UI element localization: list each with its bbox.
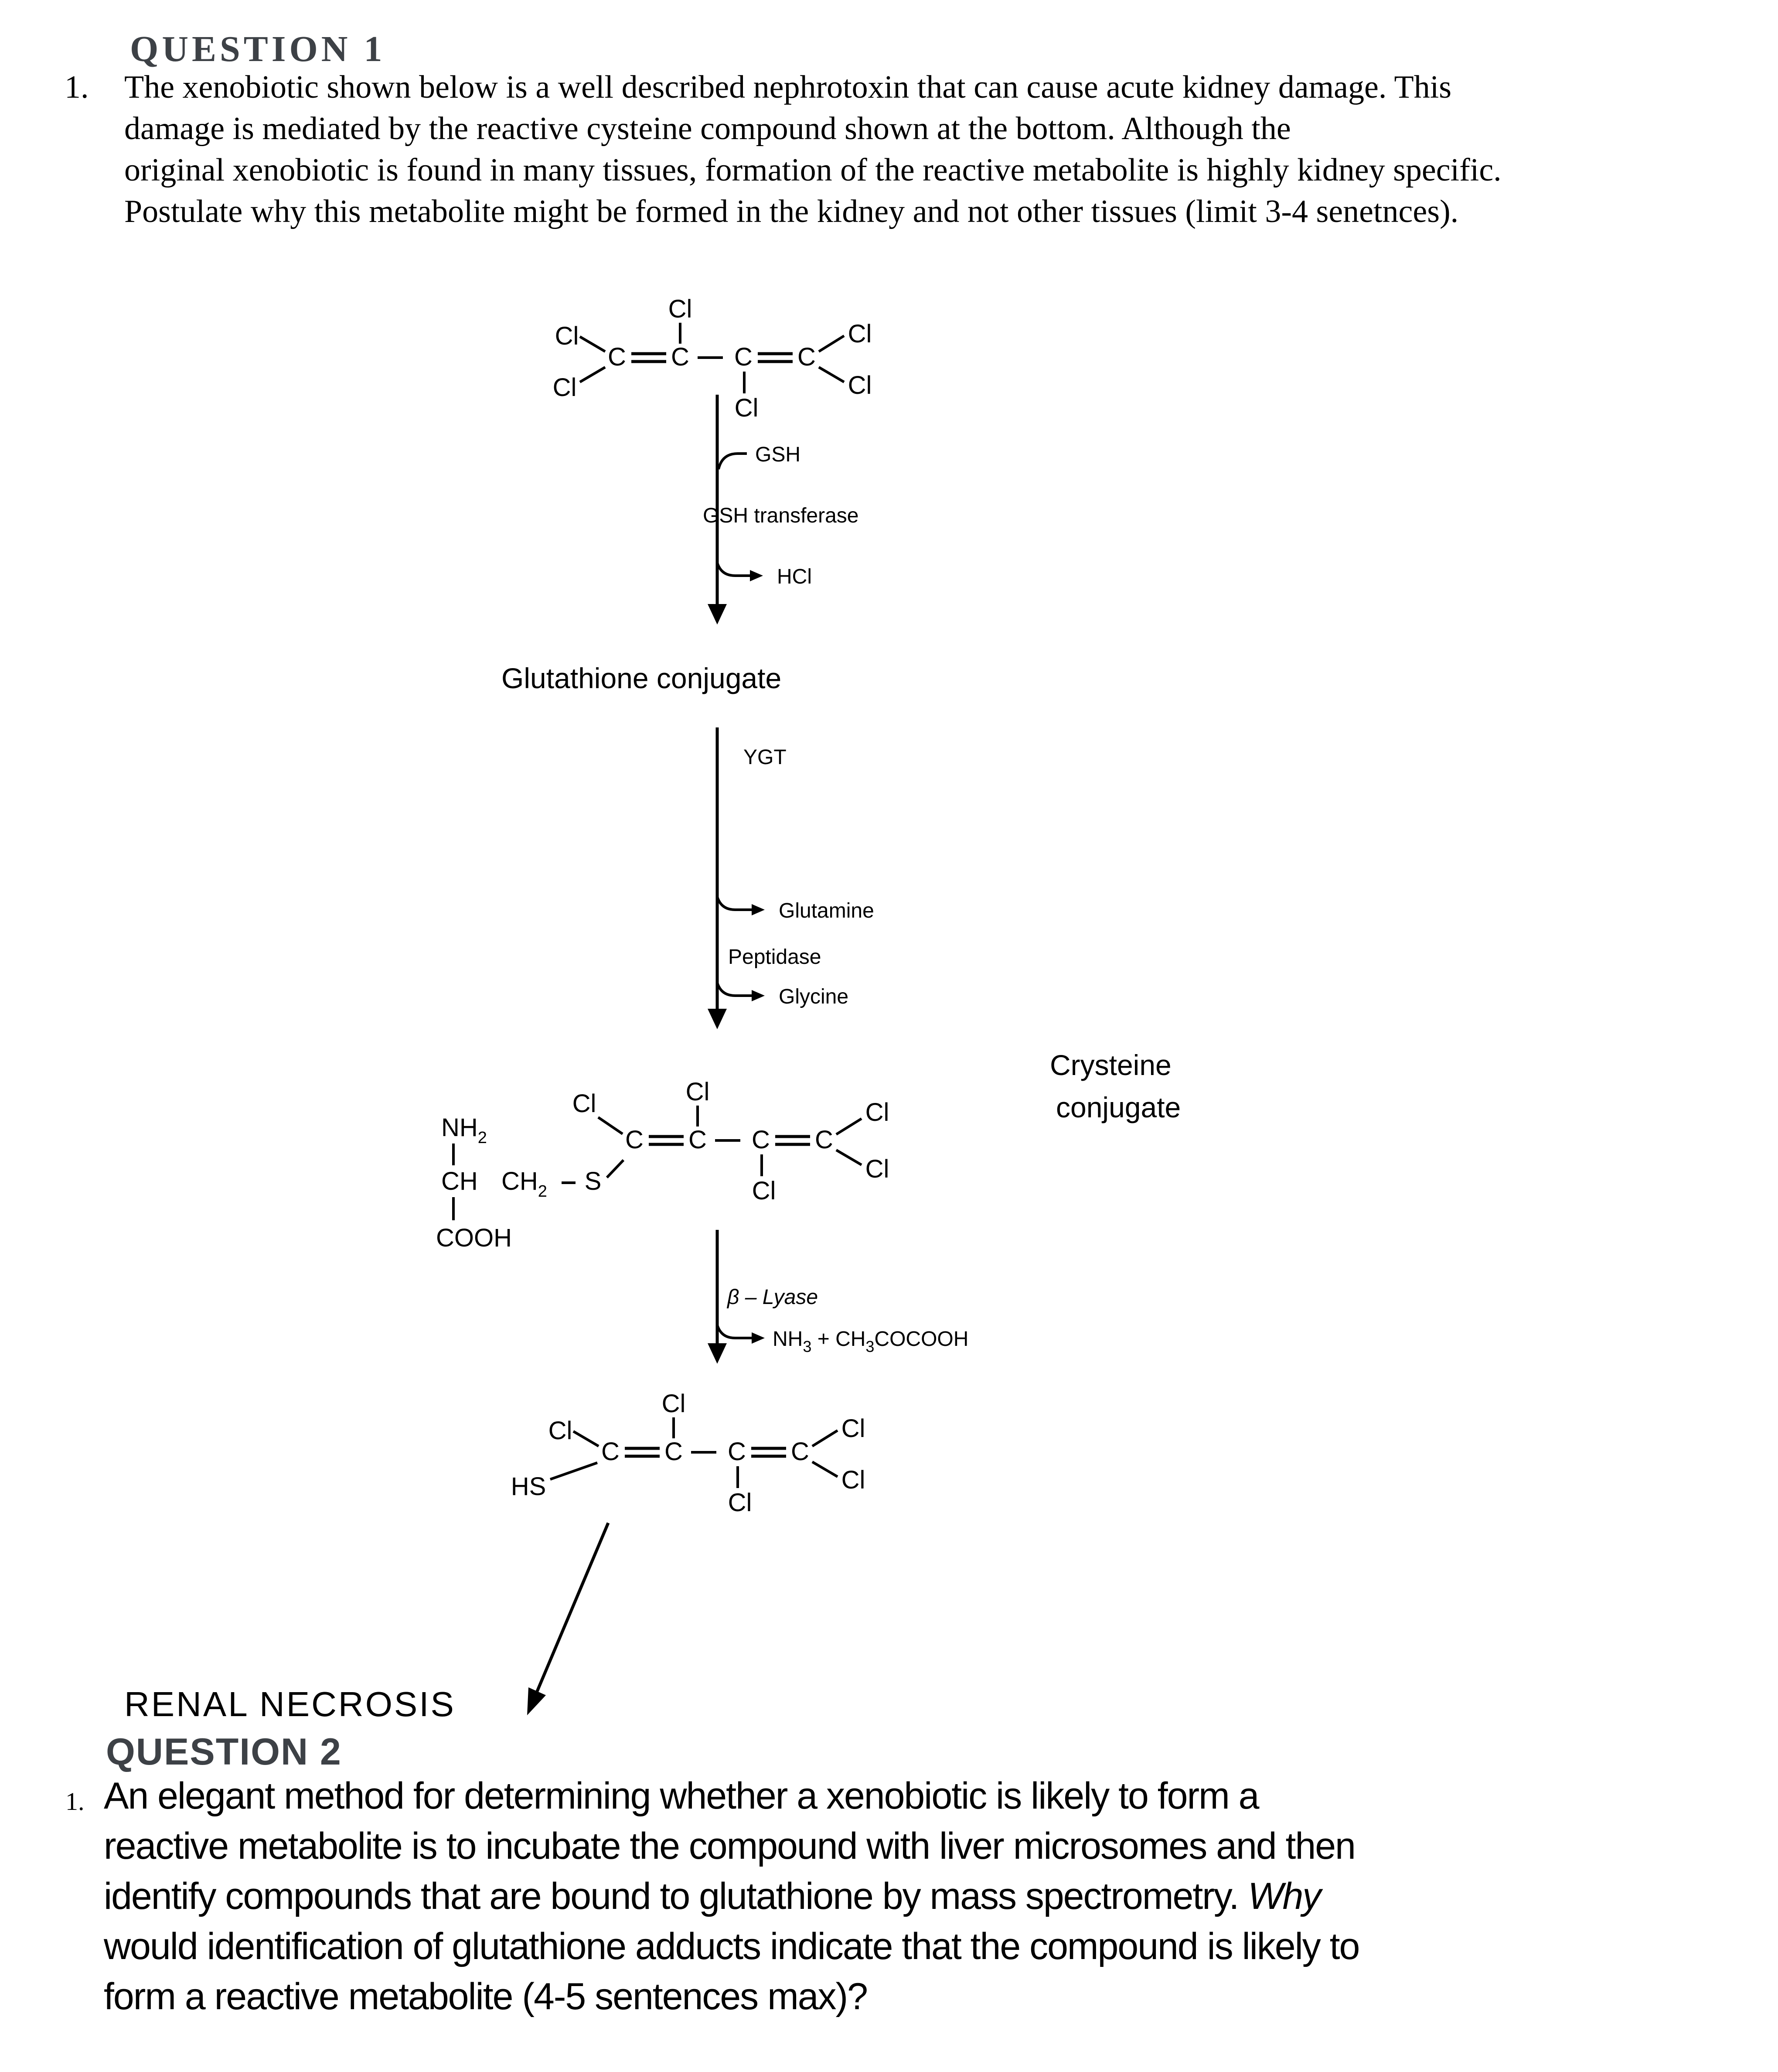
renal-necrosis-label: RENAL NECROSIS (124, 1685, 456, 1724)
atom-label: Cl (865, 1155, 889, 1183)
atom-label: Cl (661, 1389, 686, 1418)
hcl-branch-arrowhead (750, 570, 763, 581)
atom-label: Cl (848, 371, 872, 399)
cysteine-conjugate-label-line2: conjugate (1056, 1091, 1181, 1123)
atom-label: Cl (572, 1089, 596, 1118)
glutamine-label: Glutamine (779, 899, 874, 922)
bond-line (812, 1430, 838, 1446)
gsh-transferase-label: GSH transferase (703, 504, 859, 527)
question2-heading: QUESTION 2 (106, 1731, 342, 1773)
atom-label: C (671, 343, 689, 371)
byproducts-label: $NH_3$ + $CH_3COCOOH$ (773, 1328, 969, 1355)
atom-label: Cl (865, 1098, 889, 1126)
atom-label: Cl (685, 1078, 710, 1106)
question2-item-number: 1. (65, 1787, 85, 1816)
atom-label: C (601, 1437, 620, 1466)
question2-line-4 (104, 1925, 1359, 1967)
bond-line (836, 1119, 862, 1134)
question1-line-2: damage is mediated by the reactive cysteine compound shown at the bottom. Although the (124, 111, 1291, 147)
bond-line (550, 1463, 597, 1479)
beta-lyase-step-arrow-group (708, 1230, 968, 1364)
atom-label: C (815, 1126, 833, 1154)
atom-label: C (791, 1437, 809, 1466)
atom-label: C (664, 1437, 683, 1466)
question1-line-3: original xenobiotic is found in many tissues, formation of the reactive metabolite is highly kidney specific. (124, 152, 1502, 188)
thiol-metabolite-structure (511, 1389, 865, 1517)
bond-line (819, 336, 844, 352)
atom-label: C (734, 343, 753, 371)
atom-label: C (797, 343, 816, 371)
atom-label: Cl (841, 1414, 865, 1443)
atom-label: CH (441, 1167, 478, 1195)
pathway-arrow-3-head (708, 1343, 727, 1364)
pathway-arrow-2-head (708, 1009, 727, 1029)
question1-line-4: Postulate why this metabolite might be formed in the kidney and not other tissues (limit 3-4 senetnces). (124, 194, 1459, 229)
atom-label: C (625, 1126, 644, 1154)
renal-necrosis-arrow-head (527, 1687, 546, 1715)
atom-label: Cl (728, 1488, 752, 1517)
hcl-output-branch (717, 563, 750, 576)
glutamine-output-branch (717, 897, 752, 910)
atom-label: C (608, 343, 626, 371)
question2-line-4-text: would identification of glutathione adducts indicate that the compound is likely to (104, 1925, 1359, 1967)
atom-label: $NH_2$ (441, 1113, 487, 1147)
bond-line (573, 1431, 599, 1446)
atom-label: HS (511, 1472, 546, 1501)
question2-line-1 (104, 1777, 1258, 1815)
atom-label: Cl (548, 1417, 572, 1445)
glutathione-conjugate-label: Glutathione conjugate (501, 662, 782, 694)
atom-label: COOH (436, 1224, 512, 1252)
question2-line-5 (104, 1978, 867, 2015)
atom-label: Cl (734, 394, 759, 422)
question2-line-2-text: reactive metabolite is to incubate the compound with liver microsomes and then (104, 1825, 1355, 1867)
atom-label: S (584, 1167, 602, 1195)
cysteine-conjugate-label-line1: Crysteine (1050, 1049, 1172, 1081)
xenobiotic-structure (553, 295, 872, 422)
byproducts-output-branch (717, 1325, 752, 1338)
atom-label: C (728, 1437, 746, 1466)
bond-line (598, 1117, 623, 1134)
gst-step-arrow-group (703, 395, 858, 625)
atom-label: C (752, 1126, 770, 1154)
renal-necrosis-arrow-shaft (537, 1523, 608, 1691)
ygt-peptidase-step-arrow-group (708, 727, 874, 1029)
question2-line-3 (104, 1877, 1320, 1915)
question2-line-1-text: An elegant method for determining whether a xenobiotic is likely to form a (104, 1775, 1259, 1817)
question2-line-5-text: form a reactive metabolite (4-5 sentences max)? (104, 1976, 868, 2017)
atom-label: Cl (841, 1466, 865, 1494)
question1-item-number: 1. (65, 69, 89, 105)
atom-label: Cl (848, 320, 872, 348)
bond-line (836, 1150, 862, 1165)
bond-line (607, 1160, 623, 1178)
gsh-label: GSH (755, 443, 801, 466)
bond-line (580, 367, 605, 382)
pathway-arrow-1-head (708, 604, 727, 625)
question2-line-3-emphasis: Why (1248, 1875, 1321, 1917)
glutamine-branch-arrowhead (752, 904, 765, 915)
peptidase-label: Peptidase (728, 946, 821, 969)
cysteine-conjugate-structure (436, 1078, 889, 1252)
beta-lyase-label: β – Lyase (727, 1286, 818, 1309)
question1-line-1: The xenobiotic shown below is a well described nephrotoxin that can cause acute kidney damage. This (124, 69, 1452, 105)
bond-line (580, 337, 605, 352)
question2-line-2 (104, 1827, 1355, 1865)
bond-line (819, 367, 844, 382)
atom-label: Cl (668, 295, 692, 323)
question1-heading: QUESTION 1 (130, 29, 386, 69)
atom-label: Cl (552, 373, 577, 402)
byproducts-branch-arrowhead (752, 1332, 765, 1344)
question2-line-3-text: identify compounds that are bound to glutathione by mass spectrometry. (104, 1875, 1248, 1917)
atom-label: C (688, 1126, 707, 1154)
bond-line (812, 1462, 838, 1477)
glycine-branch-arrowhead (752, 990, 765, 1001)
glycine-label: Glycine (779, 985, 849, 1008)
atom-label: Cl (752, 1177, 776, 1205)
hcl-label: HCl (777, 565, 812, 588)
atom-label: $CH_2$ (501, 1167, 547, 1201)
gsh-input-branch (719, 454, 747, 469)
glycine-output-branch (717, 983, 752, 996)
atom-label: Cl (555, 322, 579, 350)
ygt-label: YGT (743, 746, 787, 769)
renal-necrosis-arrow-group (527, 1523, 608, 1715)
